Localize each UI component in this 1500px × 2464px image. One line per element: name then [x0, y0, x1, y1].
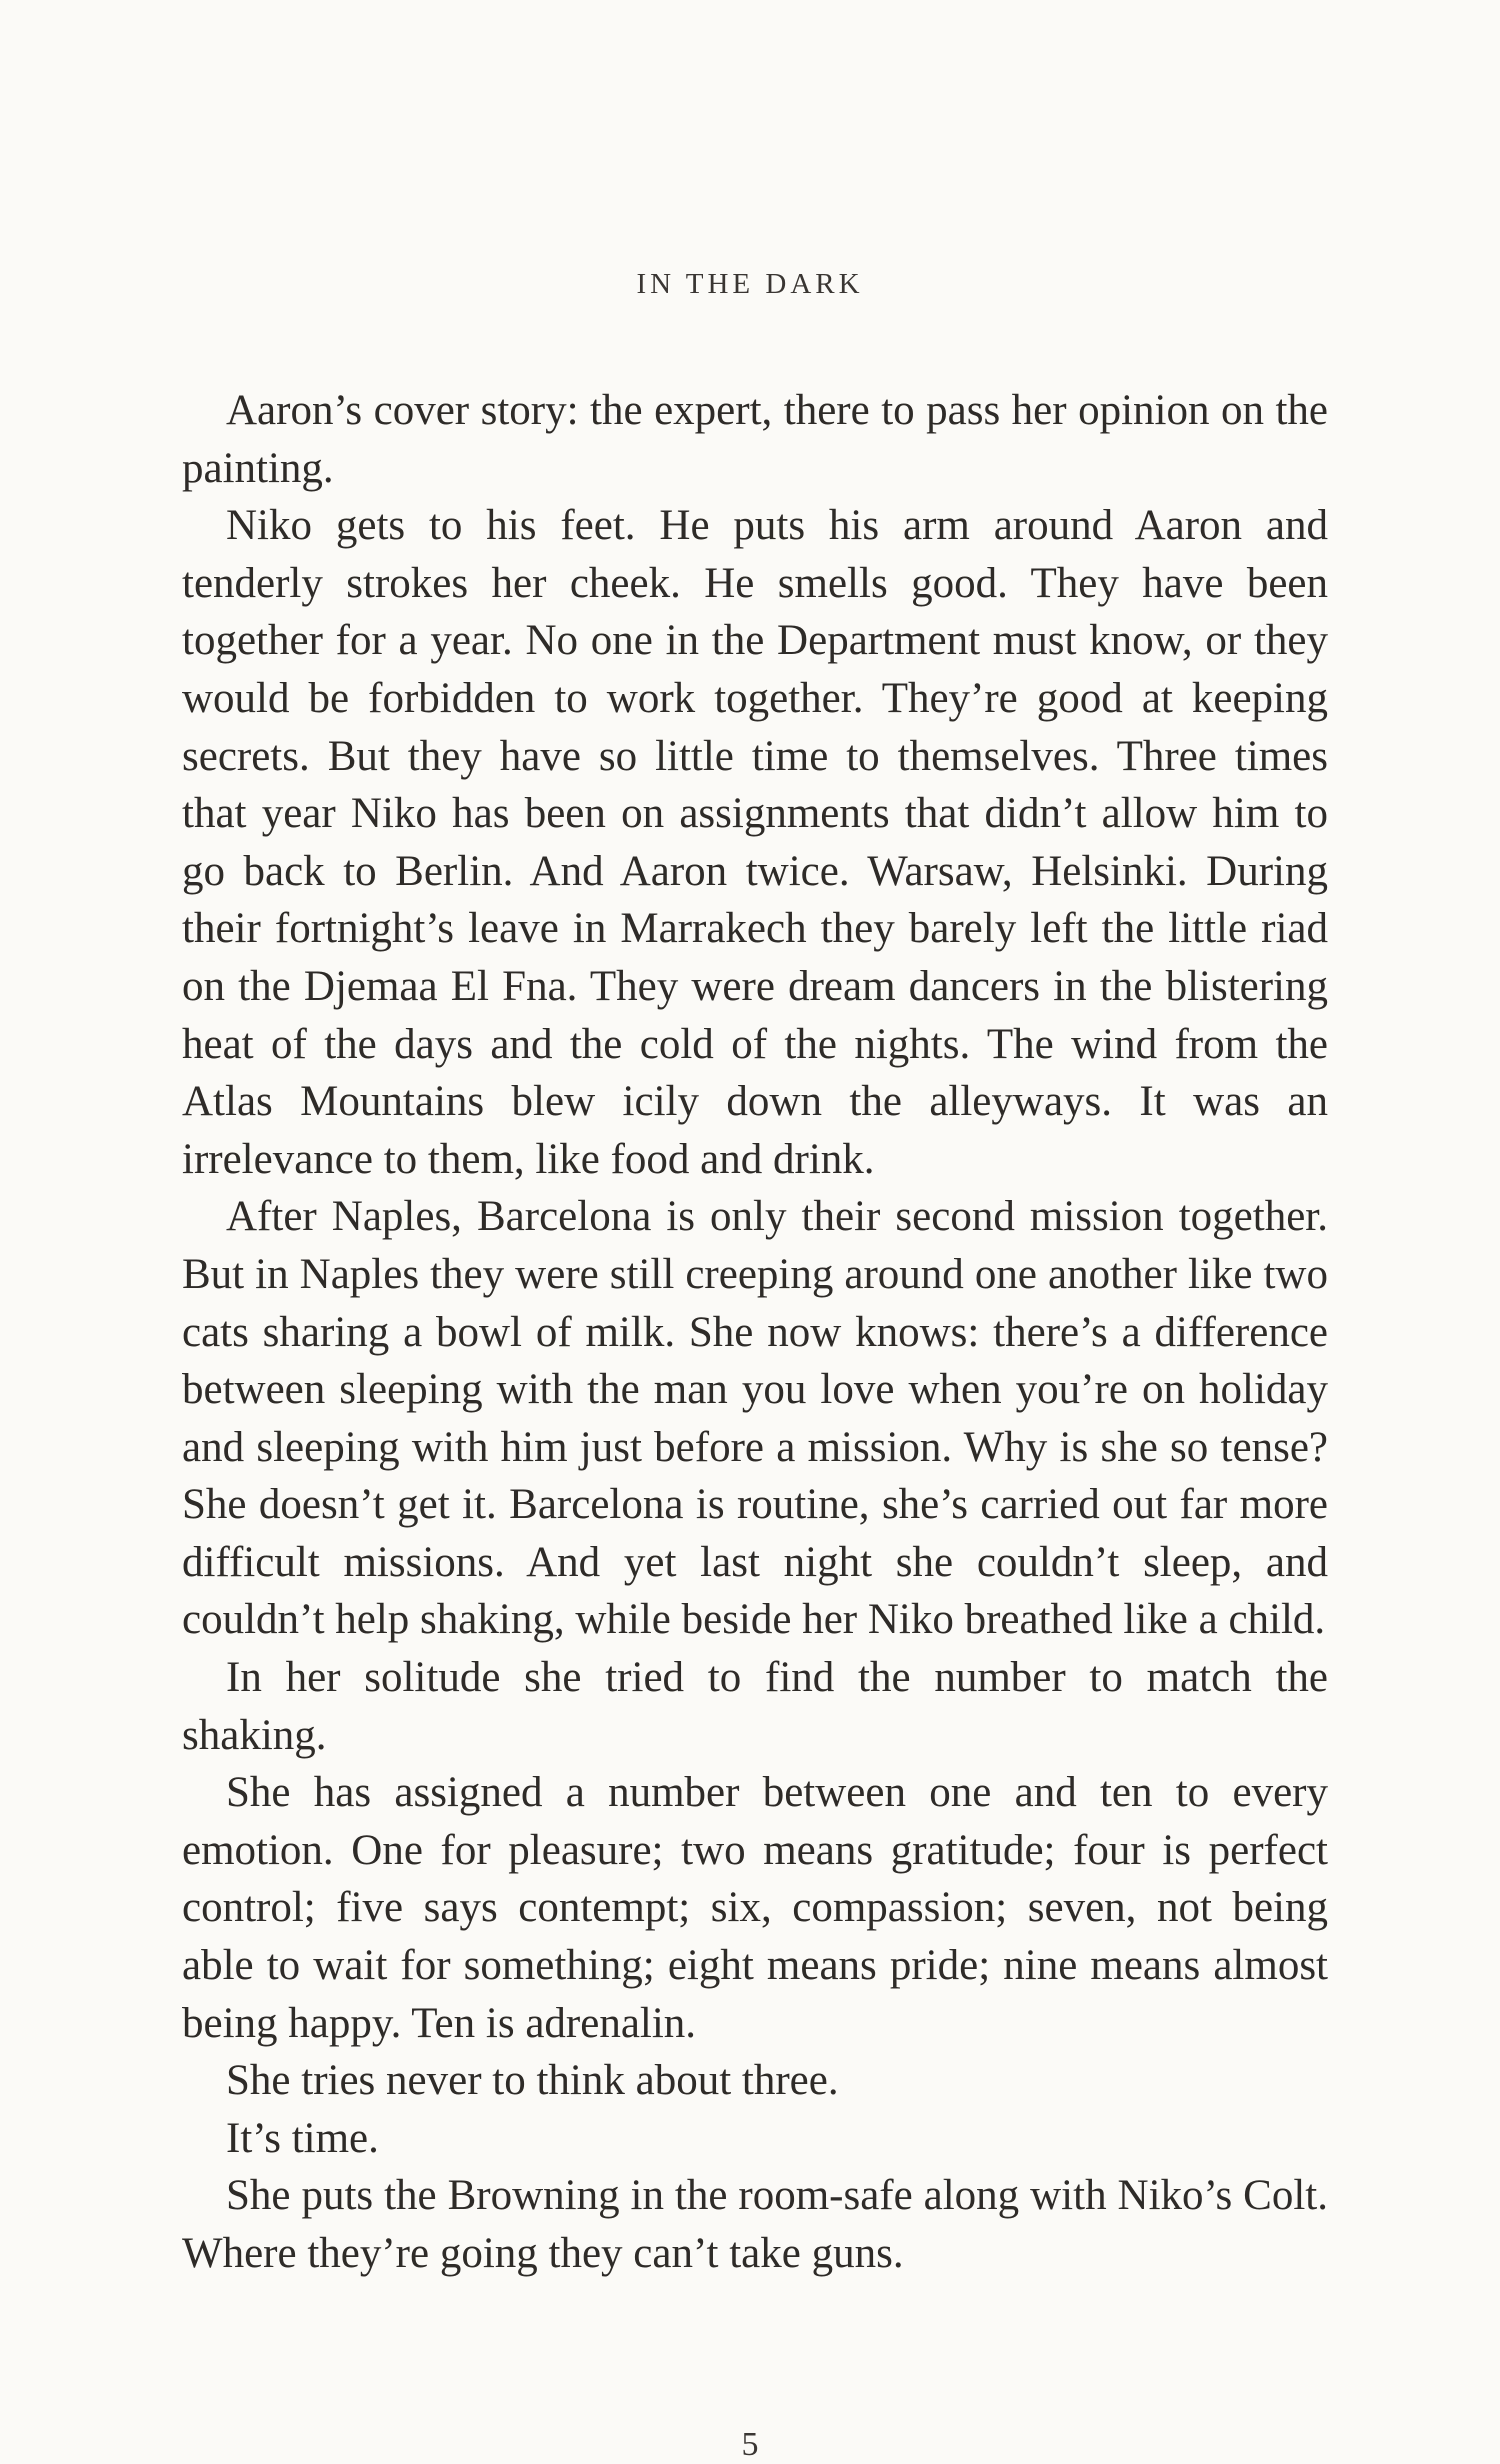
page-number: 5 — [741, 2426, 759, 2463]
body-text — [182, 382, 1328, 2283]
paragraph: After Naples, Barcelona is only their second mission together. But in Naples they were still creeping around one another like two cats sharing a bowl of milk. She now knows: there’s a difference between sleeping with the man you love when you’re on holiday and sleeping with him just before a mission. Why is she so tense? She doesn’t get it. Barcelona is routine, she’s carried out far more difficult missions. And yet last night she couldn’t sleep, and couldn’t help shaking, while beside her Niko breathed like a child. — [182, 1193, 1328, 1644]
paragraph: In her solitude she tried to find the number to match the shaking. — [182, 1654, 1328, 1759]
paragraph: Aaron’s cover story: the expert, there to pass her opinion on the painting. — [182, 387, 1328, 492]
paragraph: Niko gets to his feet. He puts his arm around Aaron and tenderly strokes her cheek. He smells good. They have been together for a year. No one in the Department must know, or they would be forbidden to work together. They’re good at keeping secrets. But they have so little time to themselves. Three times that year Niko has been on assignments that didn’t allow him to go back to Berlin. And Aaron twice. Warsaw, Helsinki. During their fortnight’s leave in Marrakech they barely left the little riad on the Djemaa El Fna. They were dream dancers in the blistering heat of the days and the cold of the nights. The wind from the Atlas Mountains blew icily down the alleyways. It was an irrelevance to them, like food and drink. — [182, 502, 1328, 1183]
running-head: IN THE DARK — [636, 268, 864, 300]
paragraph: It’s time. — [226, 2114, 379, 2162]
paragraph: She has assigned a number between one and ten to every emotion. One for pleasure; two means gratitude; four is perfect control; five says contempt; six, compassion; seven, not being able to wait for something; eight means pride; nine means almost being happy. Ten is adrenalin. — [182, 1769, 1328, 2047]
paragraph: She puts the Browning in the room-safe along with Niko’s Colt. Where they’re going they can’t take guns. — [182, 2172, 1328, 2277]
paragraph: She tries never to think about three. — [226, 2057, 839, 2105]
